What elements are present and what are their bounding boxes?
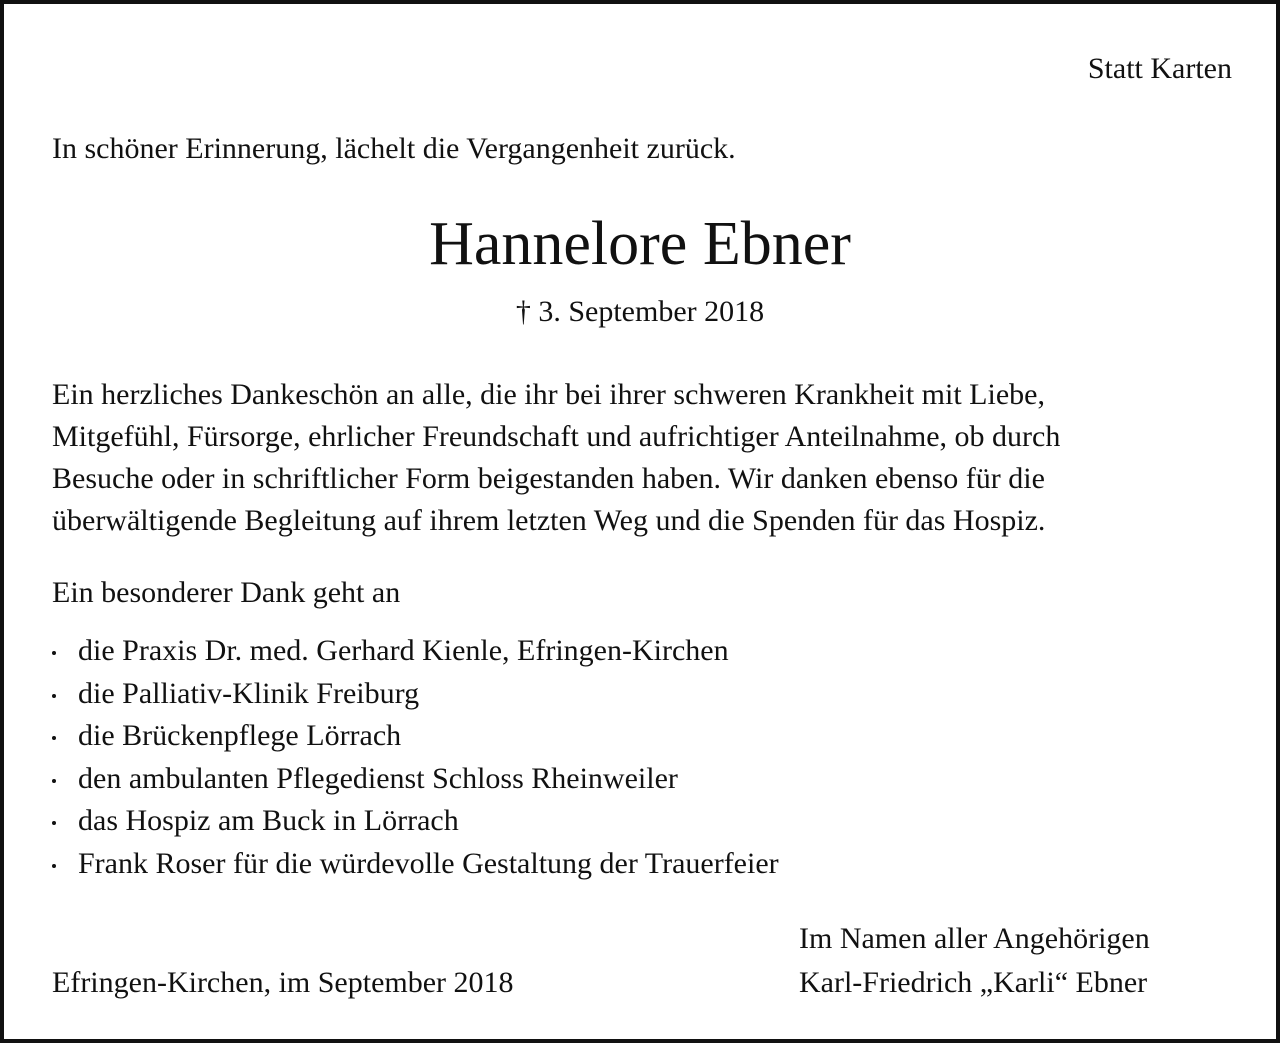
list-item: den ambulanten Pflegedienst Schloss Rheinweiler: [52, 758, 779, 801]
bullet-icon: [52, 694, 56, 698]
bullet-icon: [52, 864, 56, 868]
list-item: die Brückenpflege Lörrach: [52, 715, 779, 758]
thank-you-message: [52, 374, 1242, 542]
message-line: Besuche oder in schriftlicher Form beigestanden haben. Wir danken ebenso für die: [52, 462, 1045, 495]
list-item: die Palliativ-Klinik Freiburg: [52, 673, 779, 716]
death-date: † 3. September 2018: [515, 295, 765, 328]
list-item: Frank Roser für die würdevolle Gestaltung der Trauerfeier: [52, 843, 779, 886]
special-thanks-list: [52, 630, 779, 885]
place-date: Efringen-Kirchen, im September 2018: [52, 966, 514, 999]
bullet-icon: [52, 821, 56, 825]
list-item: die Praxis Dr. med. Gerhard Kienle, Efringen-Kirchen: [52, 630, 779, 673]
message-line: Mitgefühl, Fürsorge, ehrlicher Freundschaft und aufrichtiger Anteilnahme, ob durch: [52, 420, 1061, 453]
signature-intro: Im Namen aller Angehörigen: [799, 922, 1150, 955]
statt-karten-label: Statt Karten: [1087, 52, 1232, 85]
deceased-name: Hannelore Ebner: [429, 210, 851, 278]
signature-name: Karl-Friedrich „Karli“ Ebner: [799, 966, 1148, 999]
message-line: überwältigende Begleitung auf ihrem letzten Weg und die Spenden für das Hospiz.: [52, 504, 1046, 537]
bullet-icon: [52, 651, 56, 655]
special-thanks-intro: Ein besonderer Dank geht an: [52, 576, 401, 609]
message-line: Ein herzliches Dankeschön an alle, die ihr bei ihrer schweren Krankheit mit Liebe,: [52, 378, 1045, 411]
bullet-icon: [52, 779, 56, 783]
list-item: das Hospiz am Buck in Lörrach: [52, 800, 779, 843]
bullet-icon: [52, 736, 56, 740]
motto-line: In schöner Erinnerung, lächelt die Vergangenheit zurück.: [52, 132, 736, 165]
